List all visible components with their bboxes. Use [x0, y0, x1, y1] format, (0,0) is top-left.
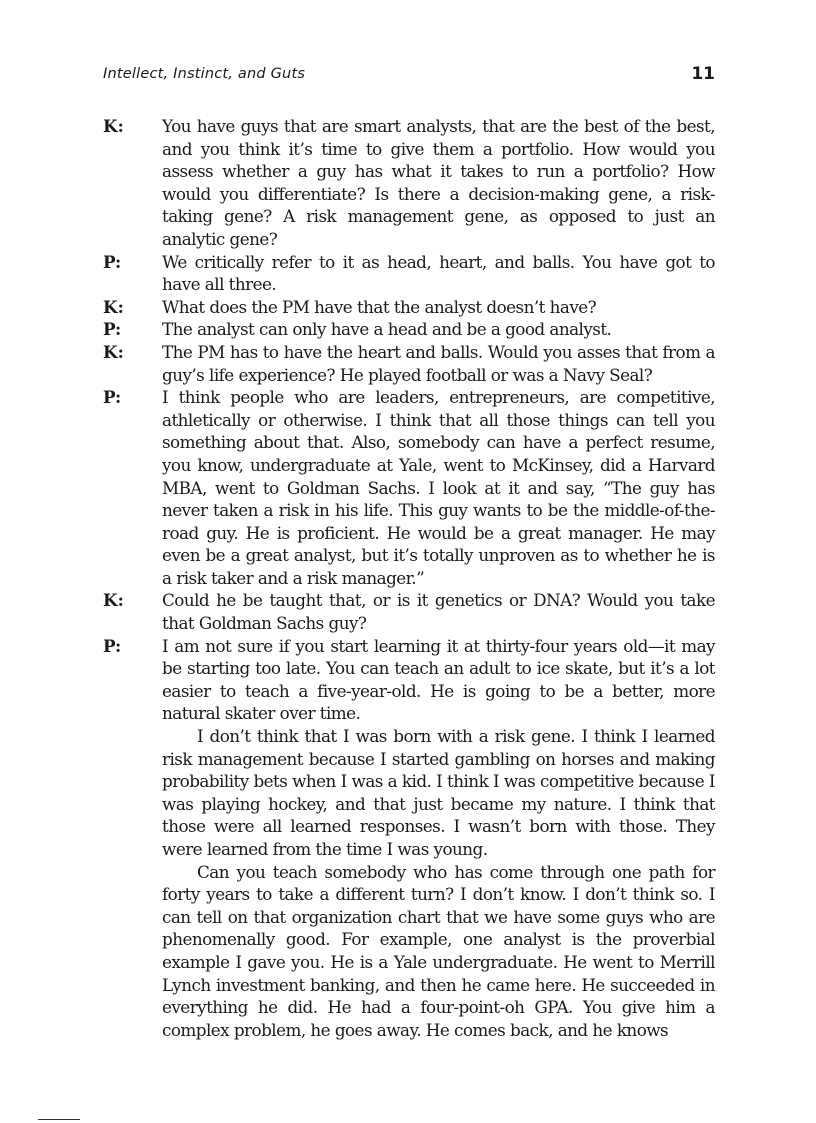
dialogue-paragraph: What does the PM have that the analyst doesn’t have? — [162, 296, 597, 317]
dialogue-paragraph: I am not sure if you start learning it at thirty-four years old—it may be starting too late. You can teach an adult to ice skate, but it’s a lot easier to teach a five-year-old. He is going to be a better, more natural skater over time. — [162, 635, 715, 724]
footer-rule — [38, 1119, 80, 1120]
running-head — [103, 64, 715, 88]
speaker-label: K: — [103, 590, 124, 611]
dialogue-paragraph: I don’t think that I was born with a risk gene. I think I learned risk management because I started gambling on horses and making probability bets when I was a kid. I think I was competitive because I was playing hockey, and that just became my nature. I think that those were all learned responses. I wasn’t born with those. They were learned from the time I was young. — [162, 726, 715, 859]
dialogue-paragraph: We critically refer to it as head, heart, and balls. You have got to have all three. — [162, 251, 715, 295]
dialogue-entry — [103, 386, 715, 589]
speaker-label: P: — [103, 251, 122, 272]
speaker-label: P: — [103, 387, 122, 408]
speaker-label: P: — [103, 635, 122, 656]
interview-dialogue — [103, 115, 715, 1041]
speaker-label: K: — [103, 341, 124, 362]
dialogue-entry — [103, 251, 715, 296]
running-title: Intellect, Instinct, and Guts — [103, 66, 306, 82]
dialogue-paragraph: You have guys that are smart analysts, that are the best of the best, and you think it’s time to give them a portfolio. How would you assess whether a guy has what it takes to run a portfolio? How would you differentiate? Is there a decision-making gene, a risk-taking gene? A risk management gene, as opposed to just an analytic gene? — [162, 116, 715, 249]
speaker-label: K: — [103, 116, 124, 136]
dialogue-entry — [103, 589, 715, 634]
dialogue-paragraph: Could he be taught that, or is it genetics or DNA? Would you take that Goldman Sachs guy? — [162, 590, 715, 634]
dialogue-paragraph: Can you teach somebody who has come through one path for forty years to take a different turn? I don’t know. I don’t think so. I can tell on that organization chart that we have some guys who are phenomenally good. For example, one analyst is the proverbial example I gave you. He is a Yale undergraduate. He went to Merrill Lynch investment banking, and then he came here. He succeeded in everything he did. He had a four-point-oh GPA. You give him a complex problem, he goes away. He comes back, and he knows — [162, 861, 715, 1040]
page-number: 11 — [691, 64, 715, 84]
dialogue-entry — [103, 296, 715, 319]
dialogue-entry — [103, 635, 715, 1042]
speaker-label: P: — [103, 319, 122, 340]
dialogue-entry — [103, 341, 715, 386]
dialogue-paragraph: The analyst can only have a head and be a good analyst. — [162, 319, 612, 340]
dialogue-entry — [103, 115, 715, 251]
dialogue-paragraph: I think people who are leaders, entrepreneurs, are competitive, athletically or otherwise. I think that all those things can tell you something about that. Also, somebody can have a perfect resume, you know, undergraduate at Yale, went to McKinsey, did a Harvard MBA, went to Goldman Sachs. I look at it and say, “The guy has never taken a risk in his life. This guy wants to be the middle-of-the-road guy. He is proficient. He would be a great manager. He may even be a great analyst, but it’s totally unproven as to whether he is a risk taker and a risk manager.” — [162, 387, 715, 588]
dialogue-paragraph: The PM has to have the heart and balls. Would you asses that from a guy’s life experience? He played football or was a Navy Seal? — [162, 341, 715, 385]
dialogue-entry — [103, 318, 715, 341]
speaker-label: K: — [103, 296, 124, 317]
